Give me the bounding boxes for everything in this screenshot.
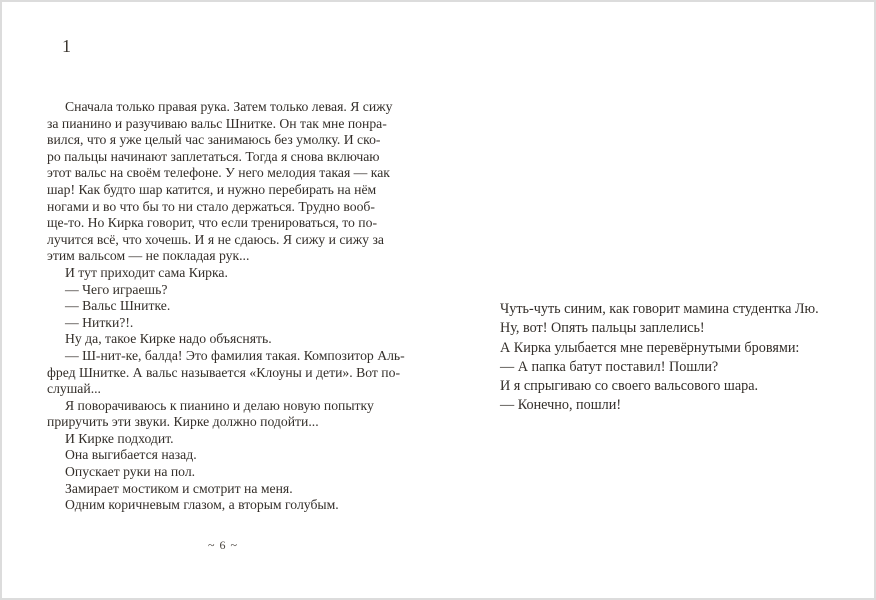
text-line: этот вальс на своём телефоне. У него мелодия такая — как: [47, 165, 390, 181]
text-line: шар! Как будто шар катится, и нужно перебирать на нём: [47, 181, 377, 197]
text-line: Опускает руки на пол.: [65, 464, 196, 480]
text-line: Чуть-чуть синим, как говорит мамина студентка Лю.: [500, 301, 819, 317]
text-line: Замирает мостиком и смотрит на меня.: [65, 480, 293, 496]
text-line: ще-то. Но Кирка говорит, что если тренироваться, то по-: [47, 215, 378, 231]
text-line: — Нитки?!.: [65, 314, 134, 330]
right-page: [438, 0, 876, 600]
text-line: И Кирке подходит.: [65, 430, 174, 446]
text-line: ро пальцы начинают заплетаться. Тогда я снова включаю: [47, 148, 380, 164]
text-line: И я спрыгиваю со своего вальсового шара.: [500, 378, 759, 395]
page-number: ~ 6 ~: [208, 538, 238, 552]
text-line: слушай...: [47, 381, 101, 397]
text-line: этим вальсом — не покладая рук...: [47, 248, 250, 264]
text-line: — Вальс Шнитке.: [65, 298, 171, 314]
text-line: И тут приходит сама Кирка.: [65, 264, 228, 280]
text-line: — Чего играешь?: [65, 281, 168, 297]
text-line: Ну, вот! Опять пальцы заплелись!: [500, 320, 705, 337]
text-line: — А папка батут поставил! Пошли?: [500, 358, 719, 375]
text-line: Я поворачиваюсь к пианино и делаю новую попытку: [65, 397, 374, 413]
text-line: за пианино и разучиваю вальс Шнитке. Он так мне понра-: [47, 115, 387, 131]
text-line: приручить эти звуки. Кирке должно подойти...: [47, 414, 319, 430]
text-line: А Кирка улыбается мне перевёрнутыми бровями:: [500, 339, 800, 356]
text-line: фред Шнитке. А вальс называется «Клоуны и дети». Вот по-: [47, 364, 401, 380]
text-line: Одним коричневым глазом, а вторым голубым.: [65, 497, 339, 513]
chapter-number: 1: [62, 36, 71, 56]
left-page-text: [47, 99, 405, 514]
text-line: Сначала только правая рука. Затем только левая. Я сижу: [65, 99, 393, 114]
text-line: Ну да, такое Кирке надо объяснять.: [65, 331, 272, 347]
text-line: вился, что я уже целый час занимаюсь без умолку. И ско-: [47, 132, 381, 148]
text-line: — Ш-нит-ке, балда! Это фамилия такая. Композитор Аль-: [65, 347, 405, 363]
text-line: лучится всё, что хочешь. И я не сдаюсь. Я сижу и сижу за: [47, 231, 384, 247]
text-line: — Конечно, пошли!: [500, 397, 622, 414]
text-line: Она выгибается назад.: [65, 447, 197, 463]
text-line: ногами и во что бы то ни стало держаться. Трудно вооб-: [47, 198, 375, 214]
right-page-text: [500, 300, 860, 416]
